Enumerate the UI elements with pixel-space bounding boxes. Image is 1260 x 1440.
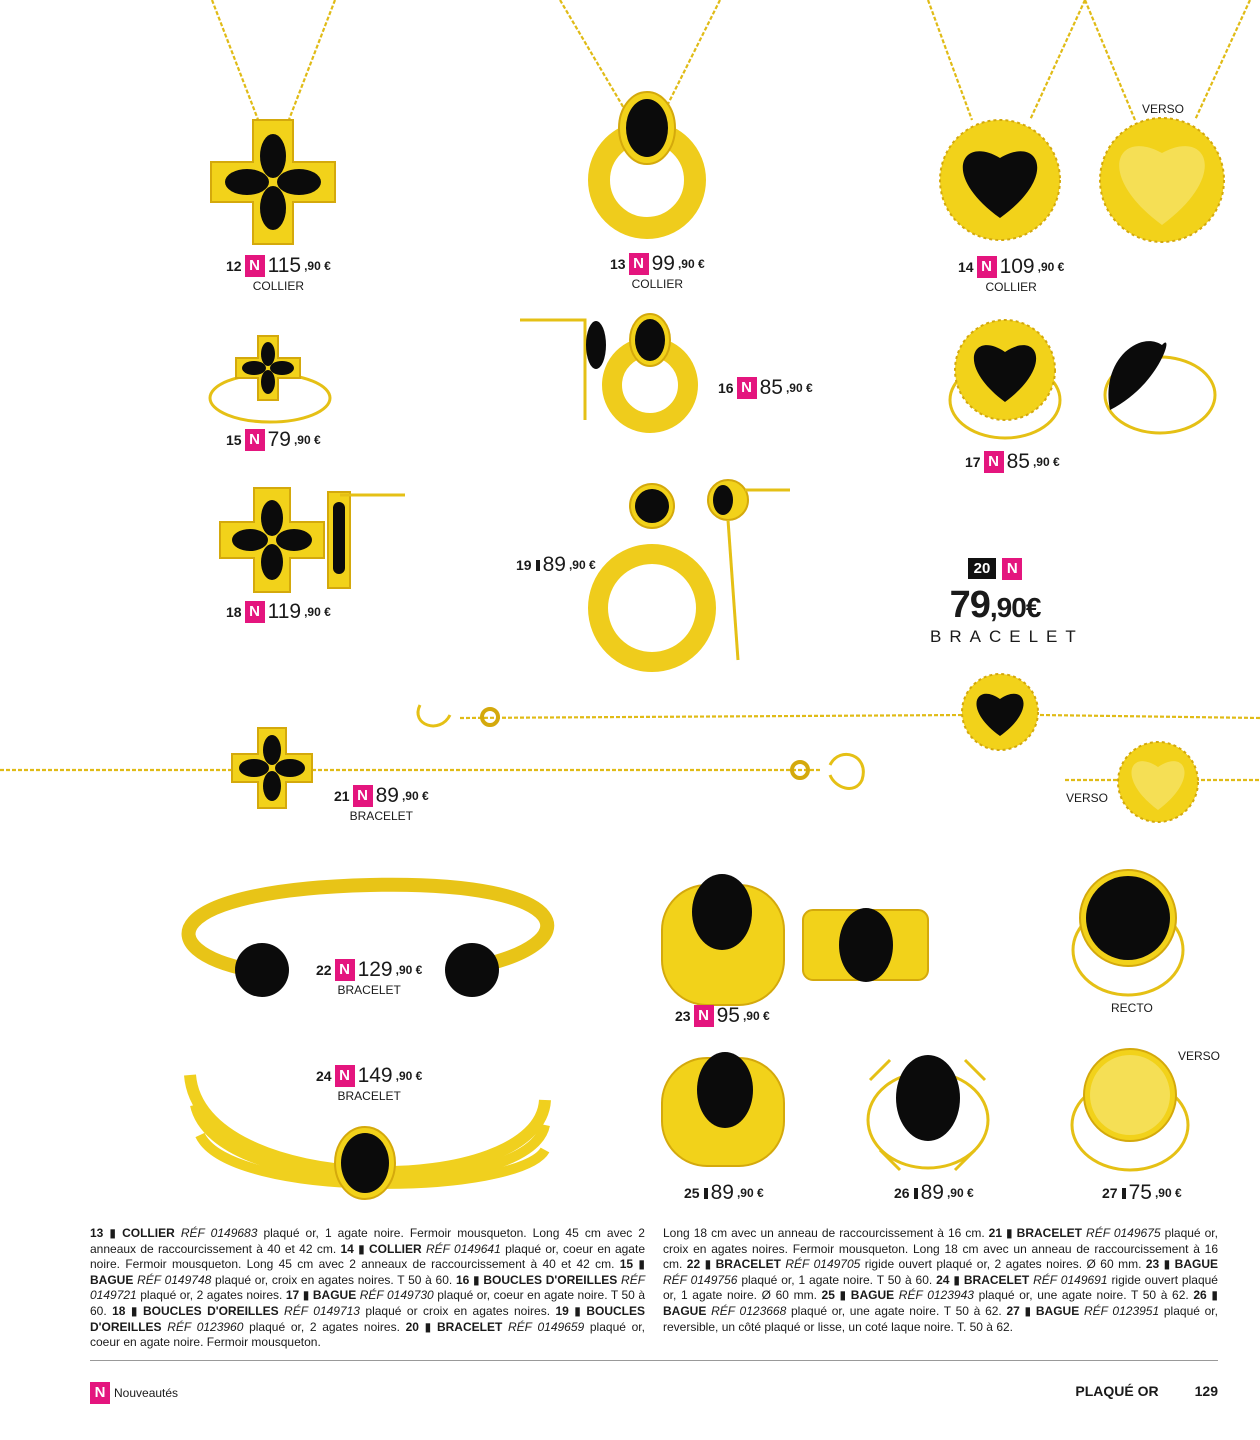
recto-label-27: RECTO xyxy=(1111,1001,1153,1015)
price-tag-12 xyxy=(226,254,331,293)
ring-26-image xyxy=(868,1055,988,1170)
desc-18: 18 ▮ BOUCLES D'OREILLES RÉF 0149713 plaqué or croix en agates noires. xyxy=(112,1303,551,1318)
item-number: 23 xyxy=(675,1008,691,1024)
item-number: 18 xyxy=(226,604,242,620)
price-cents: ,90 € xyxy=(1032,455,1060,469)
item-number: 12 xyxy=(226,258,242,274)
description-column-right xyxy=(663,1226,1218,1335)
rings-23-image xyxy=(662,874,928,1005)
product-category: COLLIER xyxy=(631,277,683,291)
new-badge: N xyxy=(629,253,649,275)
new-badge: N xyxy=(1002,558,1022,580)
price-tag-19 xyxy=(516,553,596,577)
product-category: COLLIER xyxy=(252,279,305,293)
ring-25-image xyxy=(662,1052,784,1166)
desc-15: 15 ▮ BAGUE RÉF 0149748 plaqué or, croix en agates noires. T 50 à 60. xyxy=(90,1257,645,1287)
price-cents: ,90 € xyxy=(1154,1186,1182,1200)
desc-17: 17 ▮ BAGUE RÉF 0149730 plaqué or, coeur en agate noire. T 50 à 60. xyxy=(90,1288,645,1318)
item-number: 27 xyxy=(1102,1185,1126,1201)
desc-20-continued: Long 18 cm avec un anneau de raccourcissement à 16 cm. xyxy=(663,1226,985,1240)
item-number: 26 xyxy=(894,1185,918,1201)
new-badge: N xyxy=(90,1382,110,1404)
price-cents: ,90 € xyxy=(401,789,429,803)
new-badge: N xyxy=(335,1065,355,1087)
desc-16: 16 ▮ BOUCLES D'OREILLES RÉF 0149721 plaqué or, 2 agates noires. xyxy=(90,1272,646,1303)
verso-label-20: VERSO xyxy=(1066,791,1109,805)
item-number: 17 xyxy=(965,454,981,470)
price-euros: 95 xyxy=(716,1004,740,1027)
price-tag-22 xyxy=(316,958,422,997)
price-tag-21 xyxy=(334,784,429,823)
price-euros: 75 xyxy=(1128,1181,1152,1204)
product-category: BRACELET xyxy=(930,627,1084,646)
new-badge: N xyxy=(977,256,997,278)
item-number: 20 xyxy=(968,558,997,579)
item-number: 25 xyxy=(684,1185,708,1201)
footer-section xyxy=(1075,1383,1218,1399)
price-euros: 109 xyxy=(999,255,1035,278)
price-cents: ,90 € xyxy=(568,558,596,572)
ring-27-verso-image xyxy=(1072,1049,1188,1170)
desc-27: 27 ▮ BAGUE RÉF 0123951 plaqué or, reversible, un côté plaqué or lisse, un coté laque noire. T. 50 à 62. xyxy=(663,1303,1218,1334)
verso-label-14: VERSO xyxy=(1142,102,1185,116)
price-tag-16 xyxy=(718,376,813,400)
desc-14: 14 ▮ COLLIER RÉF 0149641 plaqué or, coeur en agate noire. Fermoir mousqueton. Long 45 cm avec 2 anneaux de raccourcissement à 40 et 42 cm. xyxy=(90,1241,645,1272)
price-cents: ,90 € xyxy=(736,1186,764,1200)
price-tag-25 xyxy=(684,1181,764,1205)
price-euros: 149 xyxy=(357,1064,393,1087)
price-cents: ,90 € xyxy=(395,963,423,977)
price-cents: ,90 € xyxy=(742,1009,770,1023)
price-euros: 79 xyxy=(949,584,990,626)
necklace-13-image xyxy=(560,0,720,228)
price-euros: 99 xyxy=(651,252,675,275)
new-badge: N xyxy=(737,377,757,399)
desc-21: 21 ▮ BRACELET RÉF 0149675 plaqué or, croix en agates noires. Fermoir mousqueton. Long 18 cm avec un anneau de raccourcissement à 16 cm. xyxy=(663,1226,1218,1272)
ring-15-image xyxy=(210,336,330,422)
footer-divider xyxy=(90,1360,1218,1361)
desc-23: 23 ▮ BAGUE RÉF 0149756 plaqué or, 1 agate noire. T 50 à 60. xyxy=(663,1257,1219,1287)
desc-24: 24 ▮ BRACELET RÉF 0149691 rigide ouvert plaqué or, 1 agate noire. Ø 60 mm. xyxy=(663,1272,1218,1303)
item-number: 13 xyxy=(610,256,626,272)
price-euros: 115 xyxy=(267,254,302,277)
price-euros: 89 xyxy=(710,1181,734,1204)
item-number: 16 xyxy=(718,380,734,396)
section-title: PLAQUÉ OR xyxy=(1075,1383,1159,1399)
legend-label: Nouveautés xyxy=(114,1386,179,1400)
price-cents: ,90 € xyxy=(1037,260,1065,274)
item-number: 15 xyxy=(226,432,242,448)
rings-17-image xyxy=(950,320,1215,438)
price-cents: ,90 € xyxy=(304,259,331,273)
new-badge: N xyxy=(245,601,265,623)
new-badge: N xyxy=(353,785,373,807)
price-cents: ,90 € xyxy=(785,381,813,395)
price-tag-26 xyxy=(894,1181,974,1205)
price-tag-15 xyxy=(226,428,321,452)
price-cents: ,90€ xyxy=(989,592,1041,623)
necklace-12-image xyxy=(211,0,335,244)
earrings-16-image xyxy=(520,314,688,423)
earrings-19-image xyxy=(598,480,790,662)
new-badge: N xyxy=(694,1005,714,1027)
earrings-18-image xyxy=(220,488,405,592)
price-tag-27 xyxy=(1102,1181,1182,1205)
item-number: 22 xyxy=(316,962,332,978)
item-number: 21 xyxy=(334,788,350,804)
item-number: 19 xyxy=(516,557,540,573)
product-category: COLLIER xyxy=(985,280,1037,294)
ring-27-recto-image xyxy=(1073,870,1183,995)
desc-22: 22 ▮ BRACELET RÉF 0149705 rigide ouvert plaqué or, 2 agates noires. Ø 60 mm. xyxy=(686,1257,1142,1272)
description-column-left xyxy=(90,1226,645,1351)
price-euros: 89 xyxy=(542,553,566,576)
footer-legend xyxy=(90,1382,178,1404)
price-tag-18 xyxy=(226,600,331,624)
new-badge: N xyxy=(984,451,1004,473)
price-euros: 129 xyxy=(357,958,393,981)
price-euros: 79 xyxy=(267,428,291,451)
price-euros: 89 xyxy=(920,1181,944,1204)
price-cents: ,90 € xyxy=(304,605,331,619)
price-euros: 85 xyxy=(1006,450,1030,473)
item-number: 14 xyxy=(958,259,974,275)
page-number: 129 xyxy=(1194,1383,1218,1399)
bracelet-20-image xyxy=(418,674,1260,822)
desc-13: 13 ▮ COLLIER RÉF 0149683 plaqué or, 1 agate noire. Fermoir mousqueton. Long 45 cm avec 2 anneaux de raccourcissement à 40 et 42 cm. xyxy=(90,1226,645,1256)
product-category: BRACELET xyxy=(337,983,401,997)
price-tag-23 xyxy=(675,1004,770,1028)
price-cents: ,90 € xyxy=(677,257,705,271)
price-euros: 85 xyxy=(759,376,783,399)
desc-20: 20 ▮ BRACELET RÉF 0149659 plaqué or, coeur en agate noire. Fermoir mousqueton. xyxy=(90,1319,645,1350)
price-tag-24 xyxy=(316,1064,422,1103)
desc-25: 25 ▮ BAGUE RÉF 0123943 plaqué or, une agate noire. T 50 à 62. xyxy=(821,1288,1189,1303)
desc-26: 26 ▮ BAGUE RÉF 0123668 plaqué or, une agate noire. T 50 à 62. xyxy=(663,1288,1218,1318)
price-cents: ,90 € xyxy=(946,1186,974,1200)
new-badge: N xyxy=(335,959,355,981)
price-euros: 119 xyxy=(267,600,302,623)
product-category: BRACELET xyxy=(337,1089,401,1103)
bracelet-21-image xyxy=(0,728,863,808)
desc-19: 19 ▮ BOUCLES D'OREILLES RÉF 0123960 plaqué or, 2 agates noires. xyxy=(90,1303,645,1334)
necklace-14-image xyxy=(928,0,1250,242)
product-category: BRACELET xyxy=(349,809,413,823)
price-tag-13 xyxy=(610,252,705,291)
verso-label-27: VERSO xyxy=(1178,1049,1221,1063)
new-badge: N xyxy=(245,429,265,451)
price-euros: 89 xyxy=(375,784,399,807)
price-cents: ,90 € xyxy=(293,433,321,447)
new-badge: N xyxy=(245,255,265,277)
price-tag-14 xyxy=(958,255,1064,294)
price-tag-17 xyxy=(965,450,1060,474)
price-cents: ,90 € xyxy=(395,1069,423,1083)
price-tag-20 xyxy=(930,558,1084,647)
item-number: 24 xyxy=(316,1068,332,1084)
